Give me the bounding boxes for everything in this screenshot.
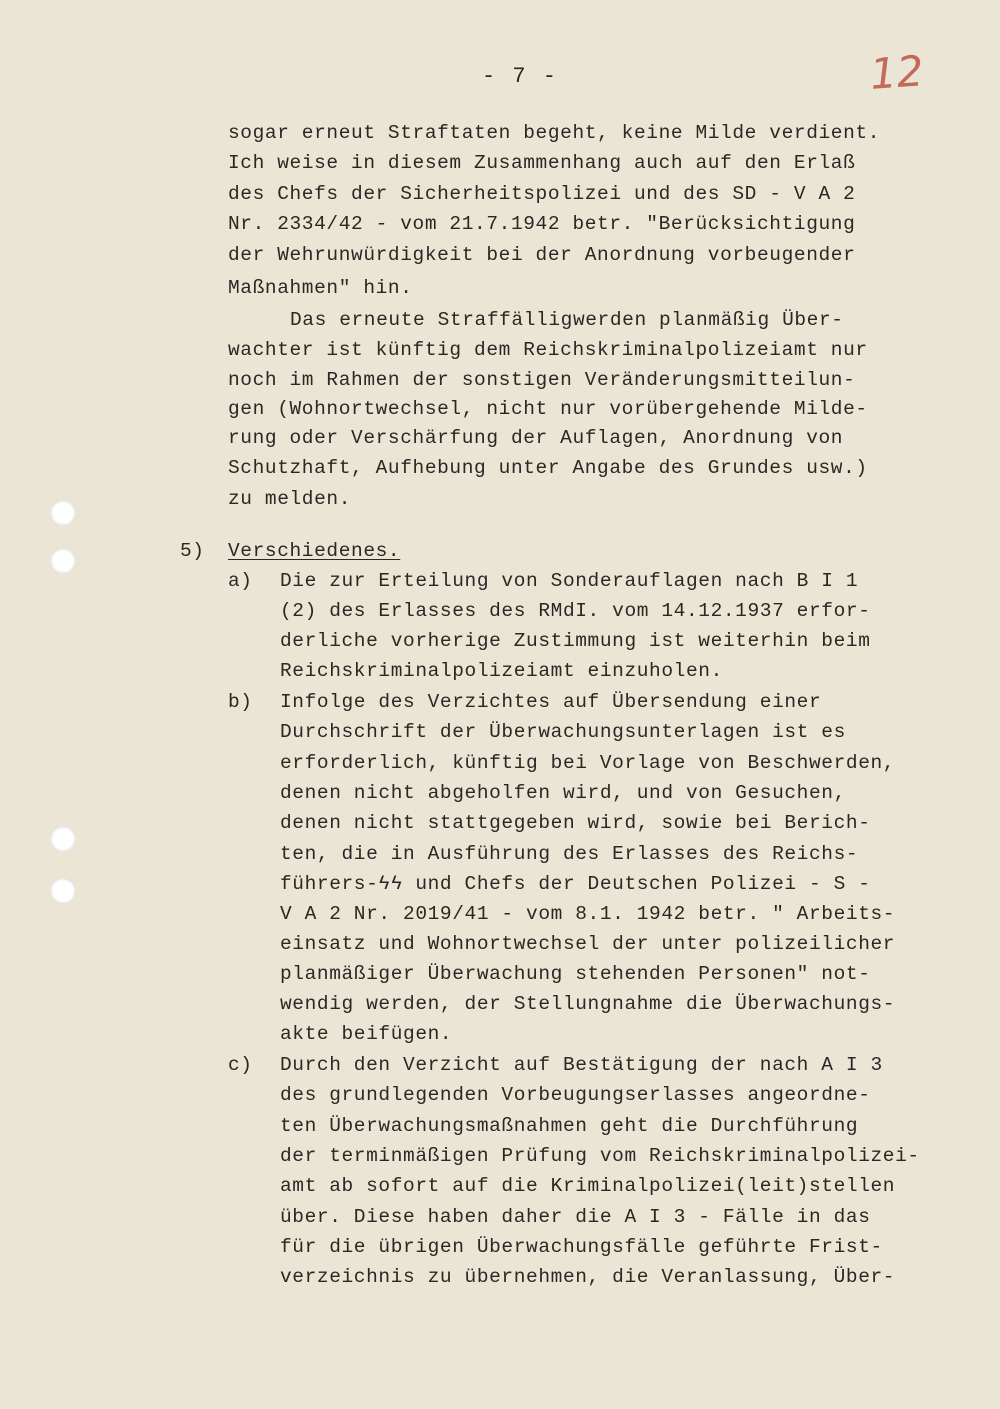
section-number: 5) — [180, 540, 205, 562]
punch-hole — [50, 500, 76, 526]
text-line: wendig werden, der Stellungnahme die Überwachungs- — [280, 993, 896, 1015]
text-line: denen nicht stattgegeben wird, sowie bei Berich- — [280, 812, 871, 834]
item-label: b) — [228, 691, 253, 713]
text-line: verzeichnis zu übernehmen, die Veranlassung, Über- — [280, 1266, 896, 1288]
text-line: Nr. 2334/42 - vom 21.7.1942 betr. "Berücksichtigung — [228, 213, 856, 235]
text-line: Das erneute Straffälligwerden planmäßig Über- — [290, 309, 844, 331]
item-label: c) — [228, 1054, 253, 1076]
text-line: Durch den Verzicht auf Bestätigung der nach A I 3 — [280, 1054, 883, 1076]
text-line: einsatz und Wohnortwechsel der unter polizeilicher — [280, 933, 896, 955]
text-line: über. Diese haben daher die A I 3 - Fälle in das — [280, 1206, 871, 1228]
text-line: Ich weise in diesem Zusammenhang auch auf den Erlaß — [228, 152, 856, 174]
punch-hole — [50, 878, 76, 904]
text-line: des Chefs der Sicherheitspolizei und des SD - V A 2 — [228, 183, 856, 205]
text-line: sogar erneut Straftaten begeht, keine Milde verdient. — [228, 122, 881, 144]
text-line: V A 2 Nr. 2019/41 - vom 8.1. 1942 betr. " Arbeits- — [280, 903, 896, 925]
text-line: wachter ist künftig dem Reichskriminalpolizeiamt nur — [228, 339, 868, 361]
text-line: Maßnahmen" hin. — [228, 277, 413, 299]
text-line: ten, die in Ausführung des Erlasses des Reichs- — [280, 843, 859, 865]
text-line: führers-ϟϟ und Chefs der Deutschen Polizei - S - — [280, 873, 871, 895]
text-line: des grundlegenden Vorbeugungserlasses angeordne- — [280, 1084, 871, 1106]
text-line: akte beifügen. — [280, 1023, 453, 1045]
text-line: für die übrigen Überwachungsfälle geführte Frist- — [280, 1236, 883, 1258]
text-line: rung oder Verschärfung der Auflagen, Anordnung von — [228, 427, 844, 449]
handwritten-folio-number: 12 — [868, 46, 926, 99]
text-line: Reichskriminalpolizeiamt einzuholen. — [280, 660, 723, 682]
punch-hole — [50, 548, 76, 574]
text-line: zu melden. — [228, 488, 352, 510]
text-line: derliche vorherige Zustimmung ist weiterhin beim — [280, 630, 871, 652]
text-line: Schutzhaft, Aufhebung unter Angabe des Grundes usw.) — [228, 457, 868, 479]
text-line: denen nicht abgeholfen wird, und von Gesuchen, — [280, 782, 846, 804]
text-line: ten Überwachungsmaßnahmen geht die Durchführung — [280, 1115, 859, 1137]
item-label: a) — [228, 570, 253, 592]
text-line: gen (Wohnortwechsel, nicht nur vorübergehende Milde- — [228, 398, 868, 420]
text-line: Die zur Erteilung von Sonderauflagen nach B I 1 — [280, 570, 859, 592]
text-line: der terminmäßigen Prüfung vom Reichskriminalpolizei- — [280, 1145, 920, 1167]
text-line: noch im Rahmen der sonstigen Veränderungsmitteilun- — [228, 369, 856, 391]
text-line: erforderlich, künftig bei Vorlage von Beschwerden, — [280, 752, 896, 774]
text-line: Infolge des Verzichtes auf Übersendung einer — [280, 691, 822, 713]
text-line: der Wehrunwürdigkeit bei der Anordnung vorbeugender — [228, 244, 856, 266]
section-title: Verschiedenes. — [228, 540, 401, 562]
text-line: planmäßiger Überwachung stehenden Personen" not- — [280, 963, 871, 985]
text-line: (2) des Erlasses des RMdI. vom 14.12.1937 erfor- — [280, 600, 871, 622]
punch-hole — [50, 826, 76, 852]
text-line: amt ab sofort auf die Kriminalpolizei(leit)stellen — [280, 1175, 896, 1197]
page-number: - 7 - — [482, 64, 559, 89]
text-line: Durchschrift der Überwachungsunterlagen ist es — [280, 721, 846, 743]
